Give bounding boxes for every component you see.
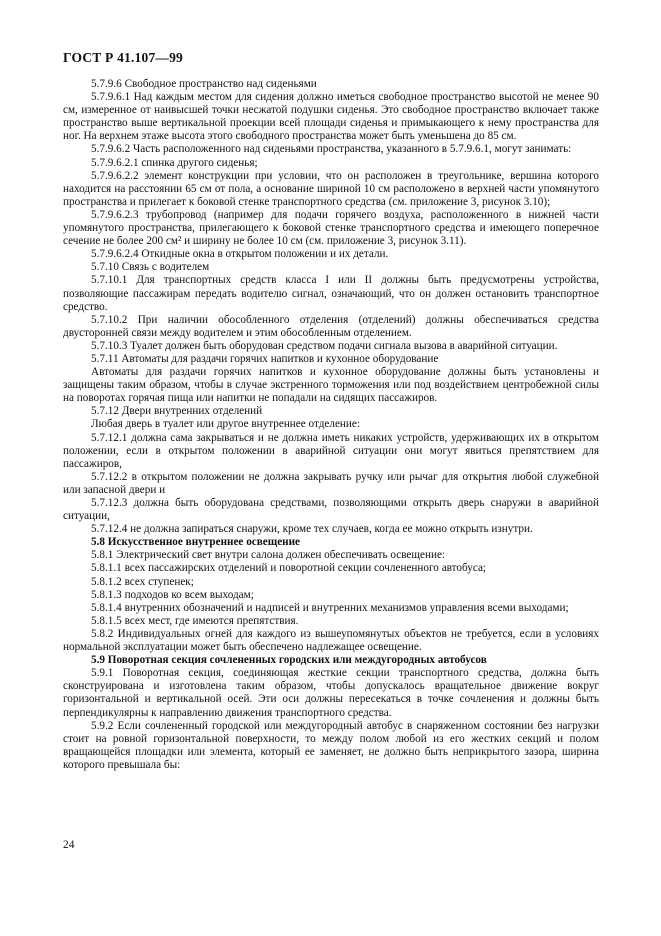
paragraph: 5.9.1 Поворотная секция, соединяющая жесткие секции транспортного средства, должна быть сконструирована и изготовлена таким образом, чтобы допускалось вращательное движение вокруг горизонтальной и вертикальной осей. Эти оси должны пересекаться в точке сочленения и должны быть перпендикулярны к направлению движения транспортного средства. — [63, 667, 599, 719]
paragraph: 5.7.10.2 При наличии обособленного отделения (отделений) должны обеспечиваться средства двусторонней связи между водителем и этим обособленным отделением. — [63, 313, 599, 339]
paragraph: 5.8.1.1 всех пассажирских отделений и поворотной секции сочлененного автобуса; — [91, 562, 487, 575]
paragraph: 5.7.9.6.1 Над каждым местом для сидения должно иметься свободное пространство высотой не менее 90 см, измеренное от наивысшей точки несжатой подушки сиденья. Это свободное пространство включает также пространство выше вертикальной проекции всей площади сиденья и примыкающего к нему пространства для ног. На верхнем этаже высота этого свободного пространства может быть уменьшена до 85 см. — [63, 91, 599, 143]
document-body — [63, 78, 599, 772]
paragraph: 5.7.12.3 должна быть оборудована средствами, позволяющими открыть дверь снаружи в аварийной ситуации, — [63, 497, 599, 523]
paragraph: 5.7.9.6.2.4 Откидные окна в открытом положении и их детали. — [91, 248, 389, 261]
paragraph: 5.8.2 Индивидуальных огней для каждого из вышеупомянутых объектов не требуется, если в условиях нормальной эксплуатации может быть обеспечено надлежащее освещение. — [63, 627, 599, 654]
paragraph: 5.7.11 Автоматы для раздачи горячих напитков и кухонное оборудование — [91, 352, 439, 365]
paragraph: 5.7.12.1 должна сама закрываться и не должна иметь никаких устройств, удерживающих их в открытом положении, если в открытом положении в аварийной ситуации они могут явиться препятствием для пассажиров, — [63, 431, 599, 470]
paragraph: 5.8.1.5 всех мест, где имеются препятствия. — [91, 614, 299, 627]
paragraph: 5.8.1.4 внутренних обозначений и надписей и внутренних механизмов управления всеми выходами; — [91, 601, 569, 614]
paragraph: 5.7.9.6.2.2 элемент конструкции при условии, что он расположен в треугольнике, вершина которого находится на расстоянии 65 см от пола, а основание шириной 10 см расположено в верхней части упомянутого пространства и прилегает к боковой стенке транспортного средства (см. приложение 3, рисунок 3.10); — [63, 169, 599, 208]
paragraph: Любая дверь в туалет или другое внутреннее отделение: — [91, 418, 360, 431]
paragraph: 5.9.2 Если сочлененный городской или междугородный автобус в снаряженном состоянии без нагрузки стоит на ровной горизонтальной поверхности, то между полом любой из его жестких секций и полом вращающейся площадки или элемента, который ее заменяет, не должно быть неприкрытого зазора, ширина которого превышала бы: — [63, 719, 599, 771]
document-header: ГОСТ Р 41.107—99 — [63, 50, 183, 65]
paragraph: 5.8.1.2 всех ступенек; — [91, 575, 194, 588]
paragraph: 5.7.9.6.2.3 трубопровод (например для подачи горячего воздуха, расположенного в нижней части упомянутого пространства, прилегающего к боковой стенке транспортного средства и имеющего поперечное сечение не более 200 см² и ширину не более 10 см (см. приложение 3, рисунок 3.11). — [63, 208, 599, 248]
paragraph: 5.7.12.4 не должна запираться снаружи, кроме тех случаев, когда ее можно открыть изнутри. — [91, 523, 533, 536]
paragraph: 5.8.1 Электрический свет внутри салона должен обеспечивать освещение: — [91, 549, 446, 562]
paragraph: 5.8.1.3 подходов ко всем выходам; — [91, 588, 254, 601]
paragraph: Автоматы для раздачи горячих напитков и кухонное оборудование должны быть установлены и защищены таким образом, чтобы в случае экстренного торможения или под воздействием центробежной силы на поворотах горячая пища или напитки не попадали на сидящих пассажиров. — [63, 366, 599, 405]
paragraph: 5.7.12 Двери внутренних отделений — [91, 405, 263, 418]
paragraph: 5.7.10.3 Туалет должен быть оборудован средством подачи сигнала вызова в аварийной ситуации. — [91, 339, 558, 352]
paragraph: 5.7.10 Связь с водителем — [91, 261, 210, 274]
paragraph: 5.7.9.6.2 Часть расположенного над сиденьями пространства, указанного в 5.7.9.6.1, могут занимать: — [91, 143, 572, 156]
paragraph: 5.7.9.6 Свободное пространство над сиденьями — [91, 78, 317, 90]
paragraph: 5.7.10.1 Для транспортных средств класса I или II должны быть предусмотрены устройства, позволяющие пассажирам передать водителю сигнал, означающий, что он должен остановить транспортное средство. — [63, 274, 599, 313]
page-number: 24 — [63, 839, 75, 851]
paragraph: 5.7.12.2 в открытом положении не должна закрывать ручку или рычаг для открытия любой служебной или запасной двери и — [63, 470, 599, 496]
paragraph: 5.7.9.6.2.1 спинка другого сиденья; — [91, 156, 258, 169]
section-heading: 5.9 Поворотная секция сочлененных городских или междугородных автобусов — [91, 654, 487, 667]
section-heading: 5.8 Искусственное внутреннее освещение — [91, 536, 301, 549]
